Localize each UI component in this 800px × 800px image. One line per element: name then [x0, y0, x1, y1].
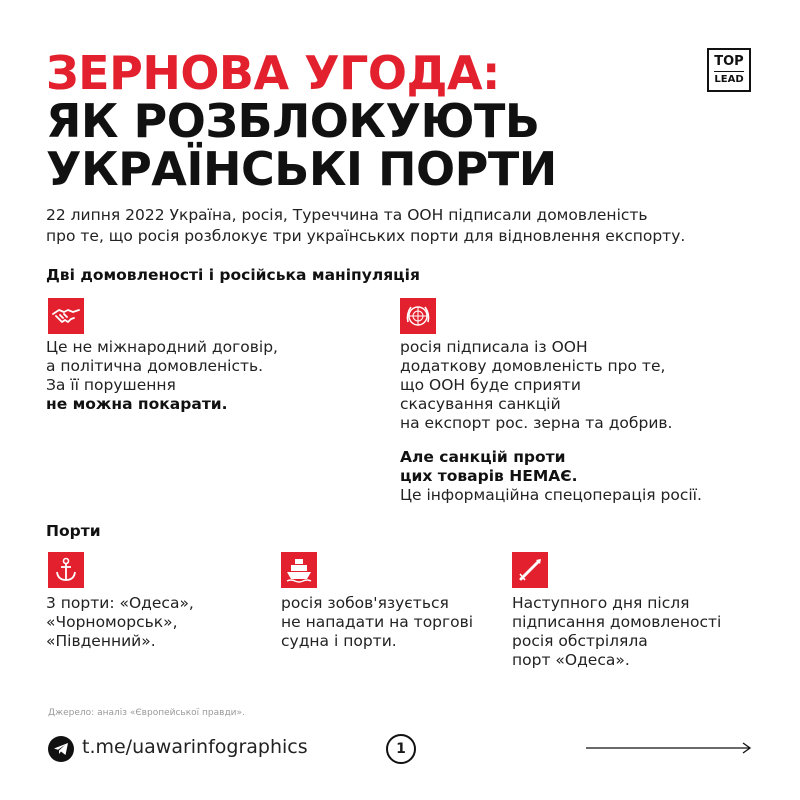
telegram-channel-link[interactable]: t.me/uawarinfographics [82, 736, 308, 758]
ports-list-line: 3 порти: «Одеса», [46, 594, 194, 612]
agreement-note [46, 338, 366, 414]
source-note: Джерело: аналіз «Європейської правди». [48, 708, 245, 718]
handshake-icon [48, 298, 84, 334]
anchor-icon [48, 552, 84, 588]
ship-icon [281, 552, 317, 588]
intro-line-1: 22 липня 2022 Україна, росія, Туреччина та ООН підписали домовленість [46, 206, 648, 224]
agreement-note-bold: не можна покарати. [46, 395, 228, 413]
ports-list [46, 594, 266, 651]
ports-list-line: «Чорноморськ», [46, 613, 178, 631]
next-arrow-icon[interactable] [586, 740, 752, 756]
page-number: 1 [386, 734, 416, 764]
un-note-line: додаткову домовленість про те, [400, 357, 666, 375]
title-line-2: ЯК РОЗБЛОКУЮТЬ [46, 94, 540, 148]
un-note-line: на експорт рос. зерна та добрив. [400, 414, 673, 432]
shelling-line: росія обстріляла [512, 632, 648, 650]
intro-line-2: про те, що росія розблокує три українських порти для відновлення експорту. [46, 227, 686, 245]
un-emblem-icon [400, 298, 436, 334]
un-note-line: скасування санкцій [400, 395, 561, 413]
title-line-1: ЗЕРНОВА УГОДА: [46, 46, 500, 100]
top-lead-logo [707, 48, 751, 92]
un-note-line: росія підписала із ООН [400, 338, 588, 356]
title-line-3: УКРАЇНСЬКІ ПОРТИ [46, 142, 557, 196]
shelling-line: підписання домовленості [512, 613, 722, 631]
intro-paragraph [46, 205, 766, 247]
shelling-line: порт «Одеса». [512, 651, 630, 669]
commitment-line: росія зобов'язується [281, 594, 449, 612]
un-note-line: що ООН буде сприяти [400, 376, 581, 394]
un-note-bold: цих товарів НЕМАЄ. [400, 467, 578, 485]
shelling-line: Наступного дня після [512, 594, 690, 612]
agreement-note-line: а політична домовленість. [46, 357, 264, 375]
logo-top-text: TOP [714, 55, 743, 72]
section-heading-ports: Порти [46, 522, 101, 540]
telegram-icon[interactable] [48, 736, 74, 762]
un-agreement-note [400, 338, 760, 505]
ports-list-line: «Південний». [46, 632, 156, 650]
odesa-shelling-note [512, 594, 762, 670]
missile-icon [512, 552, 548, 588]
no-attack-commitment [281, 594, 501, 651]
agreement-note-line: Це не міжнародний договір, [46, 338, 278, 356]
un-note-bold: Але санкцій проти [400, 448, 566, 466]
commitment-line: судна і порти. [281, 632, 397, 650]
logo-lead-text: LEAD [714, 73, 744, 85]
section-heading-agreements: Дві домовленості і російська маніпуляція [46, 266, 420, 284]
agreement-note-line: За її порушення [46, 376, 176, 394]
commitment-line: не нападати на торгові [281, 613, 474, 631]
un-note-line: Це інформаційна спецоперація росії. [400, 486, 702, 504]
